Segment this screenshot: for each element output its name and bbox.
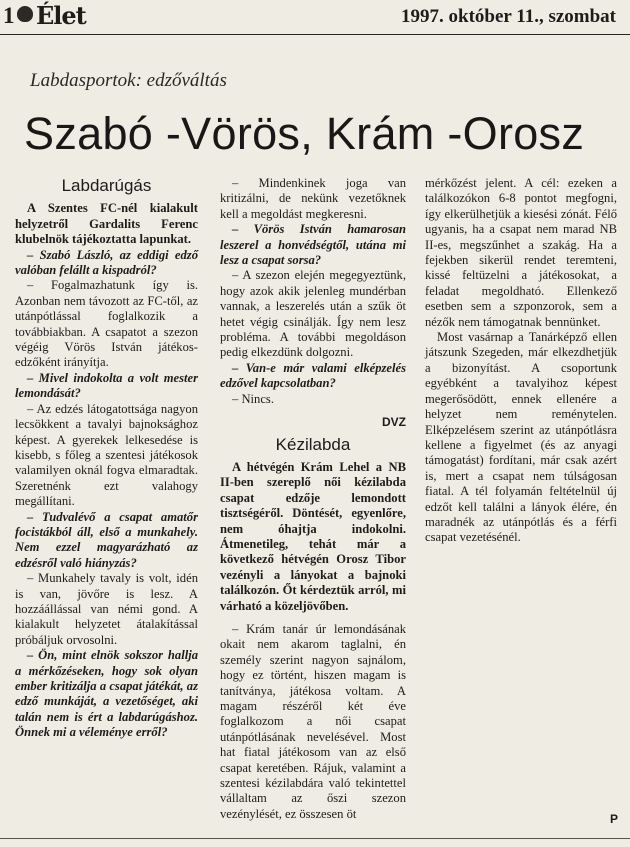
newspaper-logo-icon <box>17 6 33 22</box>
interview-answer: – Nincs. <box>232 391 274 406</box>
interview-question: – Tudvalévő a csapat amatőr focistákból áll, első a munkahely. Nem ezzel magyarázható az edzésről való hiányzás? <box>15 509 198 570</box>
article-column-1 <box>15 176 198 741</box>
masthead <box>0 0 630 35</box>
newspaper-name: Élet <box>36 1 86 30</box>
interview-answer: – Mindenkinek joga van kritizálni, de nekünk vezetőknek kell a megoldást megkeresni. <box>220 176 406 221</box>
interview-question: – Van-e már valami elképzelés edzővel kapcsolatban? <box>220 360 406 391</box>
handball-paragraph-continued: mérkőzést jelent. A cél: ezeken a találkozókon 6-8 pontot megfogni, így elkerülhetjük a kiesési zónát. Félő ugyanis, ha a csapat nem marad NB II-es, megszűnhet a szakág. Ha a fejekben sikerül rendet teremteni, kissé feltüzelni a játékosokat, a feladat megoldható. Ellenkező esetben sem a szponzorok, sem a nézők nem támogatnak bennünket. <box>425 176 617 329</box>
page-bottom-rule <box>0 838 630 839</box>
interview-question: – Szabó László, az eddigi edző valóban felállt a kispadról? <box>15 247 198 278</box>
section-title-handball: Kézilabda <box>275 434 351 454</box>
issue-date: 1997. október 11., szombat <box>401 6 616 27</box>
interview-answer: – Az edzés látogatottsága nagyon lecsökkent a tavalyi bajnoksághoz képest. A gyerekek lelkesedése is kisebb, s főleg a szentesi játékosok valamilyen oknál fogva elmaradtak. Szeretnénk ezt valahogy megállítani. <box>15 401 198 509</box>
article-headline: Szabó -Vörös, Krám -Orosz <box>24 108 585 159</box>
interview-answer: – Munkahely tavaly is volt, idén is van, jövőre is lesz. A hozzáállással van némi gond. A kialakult helyzetet átalakítással próbáljuk orvosolni. <box>15 571 198 647</box>
article-column-3 <box>425 176 617 546</box>
interview-question: – Ön, mint elnök sokszor hallja a mérkőzéseken, hogy sok olyan ember kritizálja a csapat játékát, az edző munkáját, a vezetőséget, aki talán nem is ért a labdarúgáshoz. Önnek mi a véleménye erről? <box>15 648 198 740</box>
section-title-football: Labdarúgás <box>61 176 152 195</box>
page-number: 1 <box>3 3 15 28</box>
article-column-2 <box>220 176 406 822</box>
football-signature: DVZ <box>382 415 406 430</box>
handball-paragraph: – Krám tanár úr lemondásának okait nem akarom taglalni, én személy szerint nagyon sajnálom, hogy ez történt, hiszen magam is tanítványa, játékosa voltam. A magam részéről két éve foglalkozom a női csapat utánpótlásának nevelésével. Most hat fiatal játékosom van az első csapat keretében. Rájuk, valamint a szentesi kézilabdára való tekintettel vállaltam az őszi szezon vezénylését, ez összesen öt <box>220 621 406 821</box>
interview-question: – Vörös István hamarosan leszerel a honvédségtől, utána mi lesz a csapat sorsa? <box>220 222 406 268</box>
handball-paragraph: Most vasárnap a Tanárképző ellen játszunk Szegeden, már elkezdhetjük a bizonyítást. A csoportunk egyébként a tavalyihoz képest megerősödött, ennek ellenére a helyzet nem reménytelen. Elképzelésem szerint az utánpótlásra kellene a figyelmet (és az anyagi támogatást) fordítani, már csak azért is, mert a csapat nem túlságosan fiatal. A tél folyamán feltételnül új edzőt kell találni a lányok élére, én maradnék az utánpótlás és a férfi csapat vezetésénél. <box>425 330 617 545</box>
handball-signature: P <box>609 812 618 826</box>
interview-question: – Mivel indokolta a volt mester lemondását? <box>15 370 198 401</box>
interview-answer: – A szezon elején megegyeztünk, hogy azok akik jelenleg mundérban vannak, a leszerelés után a szűk öt hetet végig csinálják. Így nem lesz probléma. A további megoldáson pedig elkezdünk dolgozni. <box>220 268 406 360</box>
football-lead: A Szentes FC-nél kialakult helyzetről Gardalits Ferenc klubelnök tájékoztatta lapunkat. <box>15 201 198 247</box>
interview-answer: – Fogalmazhatunk így is. Azonban nem távozott az FC-től, az utánpótlással foglalkozik a továbbiakban. A csapatot a szezon végéig Vörös István játékos-edzőként irányítja. <box>15 278 198 370</box>
article-kicker: Labdasportok: edzőváltás <box>30 70 227 91</box>
handball-lead: A hétvégén Krám Lehel a NB II-ben szereplő női kézilabda csapat edzője lemondott tisztségéről. Döntését, egyenlőre, nem óhajtja indokolni. Átmenetileg, tehát már a következő hétvégén Orosz Tibor vezényli a lányokat a bajnoki találkozón. Őt kérdeztük arról, mi várható a közeljövőben. <box>220 459 406 613</box>
